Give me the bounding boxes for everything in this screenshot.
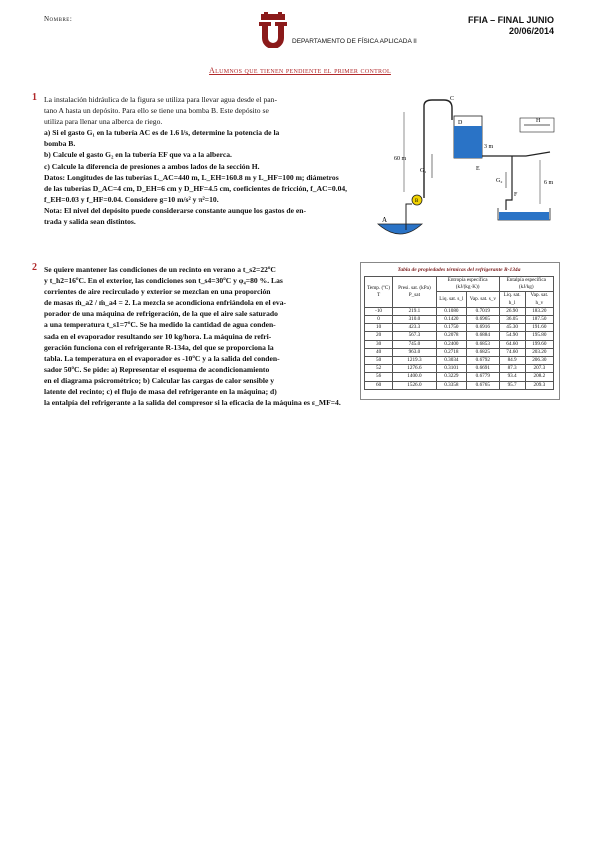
q2-line: latente del recinto; c) el flujo de masa del refrigerante en la máquina; d) — [44, 387, 277, 397]
q2-line: sador 50ºC. Se pide: a) Representar el esquema de acondicionamiento — [44, 364, 270, 374]
table-cell: 0.6916 — [467, 324, 499, 332]
pool-water — [499, 212, 549, 220]
label-f: F — [514, 192, 518, 198]
table-cell: 0.1750 — [436, 324, 466, 332]
q2-line: geración funciona con el refrigerante R-134a, del que se proporciona la — [44, 342, 274, 352]
table-cell: 30 — [365, 340, 393, 348]
table-cell: 10 — [365, 324, 393, 332]
table-cell: 0.6965 — [467, 316, 499, 324]
q1-line: La instalación hidráulica de la figura se utiliza para llevar agua desde el pan- — [44, 95, 277, 104]
table-cell: 183.20 — [525, 307, 553, 315]
table-caption: Tabla de propiedades térmicas del refrigerante R-134a — [397, 267, 521, 273]
q2-line: y t_h2=16ºC. En el exterior, las condiciones son t_s4=30ºC y φ₄=80 %. Las — [44, 276, 283, 286]
table-cell: 1276.6 — [393, 365, 437, 373]
q1-line: tano A hasta un depósito. Para ello se tiene una bomba B. Este depósito se — [44, 106, 269, 116]
table-cell: 0.7019 — [467, 307, 499, 315]
label-g1: G₁ — [420, 168, 427, 174]
q2-line: tabla. La temperatura en el evaporador es -10ºC y a la salida del conden- — [44, 353, 280, 363]
table-cell: 191.60 — [525, 324, 553, 332]
label-b: B — [415, 199, 419, 204]
table-cell: 745.0 — [393, 340, 437, 348]
table-cell: 93.4 — [499, 373, 525, 381]
table-cell: 0.2718 — [436, 348, 466, 356]
refrigerant-table — [364, 276, 554, 390]
q2-line: sada en el evaporador resultando ser 10 kg/hora. La máquina de refri- — [44, 331, 272, 341]
label-3m: 3 m — [484, 144, 494, 150]
q2-line: Se quiere mantener las condiciones de un recinto en verano a t_s2=22ºC — [44, 265, 276, 274]
table-cell: 1400.0 — [393, 373, 437, 381]
col-s-vap: Vap. sat. s_v — [467, 292, 499, 307]
table-cell: 0.6765 — [467, 381, 499, 389]
table-cell: 64.60 — [499, 340, 525, 348]
col-entropy: Entropía específica (kJ/(kg·K)) — [436, 277, 499, 292]
q1-line: Nota: El nivel del depósito puede considerarse constante aunque los gastos de en- — [44, 205, 306, 215]
question-2-number: 2 — [32, 262, 37, 273]
question-1-text — [44, 94, 366, 227]
label-6m: 6 m — [544, 180, 554, 186]
table-cell: 206.30 — [525, 357, 553, 365]
q1-line: a) Si el gasto G₁ en la tubería AC es de 1.6 l/s, determine la potencia de la — [44, 128, 280, 138]
table-cell: 0.6792 — [467, 357, 499, 365]
table-cell: 56 — [365, 373, 393, 381]
q1-line: trada y salida sean distintos. — [44, 217, 136, 227]
table-cell: 0.3358 — [436, 381, 466, 389]
table-cell: 74.60 — [499, 348, 525, 356]
label-g2: G₂ — [496, 178, 503, 184]
table-row — [365, 307, 554, 315]
hydraulic-diagram — [372, 92, 568, 252]
col-h-vap: Vap. sat. h_v — [525, 292, 553, 307]
q2-last-line: la entalpía del refrigerante a la salida del compresor si la eficacia de la máquina es ε_MF=4. — [44, 398, 341, 407]
col-h-liq: Liq. sat. h_l — [499, 292, 525, 307]
table-cell: 54.90 — [499, 332, 525, 340]
table-row — [365, 340, 554, 348]
table-cell: -10 — [365, 307, 393, 315]
exam-date: 20/06/2014 — [508, 26, 554, 36]
label-d: D — [458, 120, 463, 126]
table-cell: 0.6884 — [467, 332, 499, 340]
table-cell: 0.2400 — [436, 340, 466, 348]
table-row — [365, 381, 554, 389]
table-row — [365, 348, 554, 356]
table-cell: 0.3101 — [436, 365, 466, 373]
table-cell: 199.60 — [525, 340, 553, 348]
table-cell: 567.3 — [393, 332, 437, 340]
course-title: FFIA – FINAL JUNIO — [467, 15, 554, 25]
table-cell: 963.0 — [393, 348, 437, 356]
name-label: Nombre: — [44, 15, 73, 23]
table-cell: 208.2 — [525, 373, 553, 381]
table-cell: 0.3229 — [436, 373, 466, 381]
pipe-hf — [506, 156, 512, 210]
q2-line: a una temperatura t_s1=7ºC. Se ha medido la cantidad de agua conden- — [44, 320, 276, 330]
department-name: DEPARTAMENTO DE FÍSICA APLICADA II — [292, 38, 417, 45]
question-1-number: 1 — [32, 92, 37, 103]
table-cell: 209.3 — [525, 381, 553, 389]
label-e: E — [476, 166, 480, 172]
table-cell: 195.80 — [525, 332, 553, 340]
table-cell: 310.0 — [393, 316, 437, 324]
q2-line: corrientes de aire recirculado y exterior se mezclan en una proporción — [44, 287, 271, 297]
page-title: Alumnos que tienen pendiente el primer control — [209, 66, 391, 75]
table-row — [365, 316, 554, 324]
label-c: C — [450, 96, 455, 102]
table-cell: 203.20 — [525, 348, 553, 356]
table-cell: 0.1420 — [436, 316, 466, 324]
exam-header — [468, 15, 554, 37]
label-a: A — [382, 216, 388, 224]
q1-line: f_EH=0.03 y f_HF=0.04. Considere g=10 m/s² y π²=10. — [44, 194, 219, 204]
reservoir-a — [378, 224, 422, 234]
table-row — [365, 357, 554, 365]
table-cell: 423.3 — [393, 324, 437, 332]
pipe-ac — [424, 100, 452, 198]
q1-line: b) Calcule el gasto G₂ en la tubería EF que va a la alberca. — [44, 150, 232, 160]
col-pressure: Presi. sat. (kPa) P_sat — [393, 277, 437, 308]
table-row — [365, 365, 554, 373]
q1-line: c) Calcule la diferencia de presiones a ambos lados de la sección H. — [44, 161, 260, 171]
table-cell: 1219.3 — [393, 357, 437, 365]
table-row — [365, 324, 554, 332]
q2-line: de masas ṁ_a2 / ṁ_a4 = 2. La mezcla se acondiciona enfriándola en el eva- — [44, 298, 287, 308]
table-cell: 87.3 — [499, 365, 525, 373]
q2-line: en el diagrama psicrométrico; b) Calcular las cargas de calor sensible y — [44, 375, 275, 385]
q1-line: bomba B. — [44, 139, 76, 149]
q1-line: Datos: Longitudes de las tuberías L_AC=440 m, L_EH=160.8 m y L_HF=100 m; diámetros — [44, 172, 339, 182]
table-cell: 207.3 — [525, 365, 553, 373]
label-60m: 60 m — [394, 156, 407, 162]
table-cell: 20 — [365, 332, 393, 340]
table-cell: 1526.0 — [393, 381, 437, 389]
col-enthalpy: Entalpía específica (kJ/kg) — [499, 277, 553, 292]
col-temp: Temp. (ºC) T — [365, 277, 393, 308]
table-cell: 0 — [365, 316, 393, 324]
table-cell: 45.30 — [499, 324, 525, 332]
q1-line: de las tuberías D_AC=4 cm, D_EH=6 cm y D_HF=4.5 cm, coeficientes de fricción, f_AC=0.04, — [44, 183, 348, 193]
table-cell: 84.9 — [499, 357, 525, 365]
table-cell: 0.6853 — [467, 340, 499, 348]
table-row — [365, 332, 554, 340]
label-h: H — [536, 118, 541, 124]
table-cell: 36.05 — [499, 316, 525, 324]
table-cell: 0.6825 — [467, 348, 499, 356]
q1-line: utiliza para llenar una alberca de riego. — [44, 117, 163, 127]
pipe-eh — [482, 152, 550, 156]
table-cell: 0.6691 — [467, 365, 499, 373]
university-logo — [255, 12, 291, 48]
table-cell: 52 — [365, 365, 393, 373]
tank-water — [454, 126, 482, 158]
question-2-text — [44, 264, 350, 397]
table-cell: 26.90 — [499, 307, 525, 315]
table-cell: 219.1 — [393, 307, 437, 315]
table-cell: 0.2078 — [436, 332, 466, 340]
table-cell: 60 — [365, 381, 393, 389]
table-cell: 187.50 — [525, 316, 553, 324]
table-cell: 50 — [365, 357, 393, 365]
q2-line: porador de una máquina de refrigeración, de la que el aire sale saturado — [44, 309, 278, 319]
col-s-liq: Liq. sat. s_l — [436, 292, 466, 307]
table-cell: 0.1080 — [436, 307, 466, 315]
table-cell: 0.3034 — [436, 357, 466, 365]
table-cell: 95.7 — [499, 381, 525, 389]
table-cell: 40 — [365, 348, 393, 356]
table-row — [365, 373, 554, 381]
table-cell: 0.6779 — [467, 373, 499, 381]
